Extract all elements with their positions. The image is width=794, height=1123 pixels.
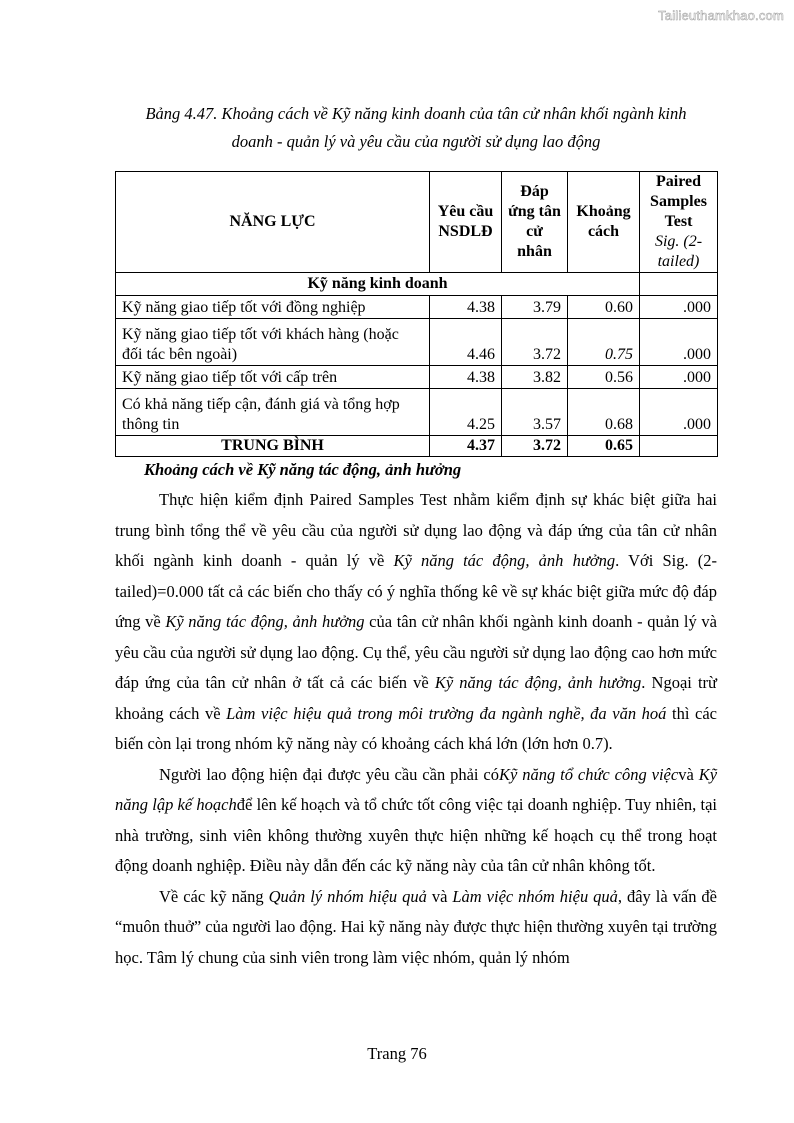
row-sig: .000 [640,296,718,319]
table-row [116,296,718,319]
row-req: 4.38 [430,296,502,319]
caption-line-2: doanh - quản lý và yêu cầu của người sử dụng lao động [231,132,601,151]
group-label: Kỹ năng kinh doanh [116,273,640,296]
paragraph-1: Thực hiện kiểm định Paired Samples Test nhằm kiểm định sự khác biệt giữa hai trung bình tổng thể về yêu cầu của người sử dụng lao động và đáp ứng của tân cử nhân khối ngành kinh doanh - quản lý về Kỹ năng tác động, ảnh hưởng. Với Sig. (2-tailed)=0.000 tất cả các biến cho thấy có ý nghĩa thống kê về sự khác biệt giữa mức độ đáp ứng về Kỹ năng tác động, ảnh hưởng của tân cử nhân khối ngành kinh doanh - quản lý và yêu cầu của người sử dụng lao động. Cụ thể, yêu cầu người sử dụng lao động cao hơn mức đáp ứng của tân cử nhân ở tất cả các biến về Kỹ năng tác động, ảnh hưởng. Ngoại trừ khoảng cách về Làm việc hiệu quả trong môi trường đa ngành nghề, đa văn hoá thì các biến còn lại trong nhóm kỹ năng này có khoảng cách khá lớn (lớn hơn 0.7). [115,490,717,753]
row-label: Kỹ năng giao tiếp tốt với đồng nghiệp [116,296,430,319]
header-nang-luc: NĂNG LỰC [116,172,430,273]
body-text [115,485,717,973]
page-number: Trang 76 [367,1044,427,1063]
row-sig: .000 [640,366,718,389]
row-sig: .000 [640,319,718,366]
total-sig [640,436,718,457]
header-paired-test [640,172,718,273]
row-gap: 0.60 [568,296,640,319]
row-resp: 3.82 [502,366,568,389]
header-dap-ung: Đáp ứng tân cử nhân [502,172,568,273]
table-row [116,319,718,366]
row-req: 4.38 [430,366,502,389]
table-header-row [116,172,718,273]
caption-line-1: Bảng 4.47. Khoảng cách về Kỹ năng kinh doanh của tân cử nhân khối ngành kinh [145,104,687,123]
paragraph-3: Về các kỹ năng Quản lý nhóm hiệu quả và Làm việc nhóm hiệu quả, đây là vấn đề “muôn thuở” của người lao động. Hai kỹ năng này được thực hiện thường xuyên tại trường học. Tâm lý chung của sinh viên trong làm việc nhóm, quản lý nhóm [115,886,718,967]
watermark: Tailieuthamkhao.com [658,8,784,23]
total-label: TRUNG BÌNH [116,436,430,457]
total-gap: 0.65 [568,436,640,457]
row-resp: 3.72 [502,319,568,366]
row-gap: 0.75 [568,319,640,366]
total-req: 4.37 [430,436,502,457]
row-req: 4.25 [430,389,502,436]
table-row [116,366,718,389]
total-resp: 3.72 [502,436,568,457]
table-group-row [116,273,718,296]
row-req: 4.46 [430,319,502,366]
group-empty-cell [640,273,718,296]
table-caption [110,100,722,156]
row-gap: 0.56 [568,366,640,389]
paragraph-2: Người lao động hiện đại được yêu cầu cần phải cóKỹ năng tổ chức công việcvà Kỹ năng lập kế hoạchđể lên kế hoạch và tổ chức tốt công việc tại doanh nghiệp. Tuy nhiên, tại nhà trường, sinh viên không thường xuyên thực hiện những kế hoạch cụ thể trong hoạt động doanh nghiệp. Điều này dẫn đến các kỹ năng này của tân cử nhân không tốt. [115,764,718,875]
row-label: Có khả năng tiếp cận, đánh giá và tổng hợp thông tin [116,389,430,436]
header-khoang-cach: Khoảng cách [568,172,640,273]
skills-gap-table [115,171,718,457]
row-label: Kỹ năng giao tiếp tốt với cấp trên [116,366,430,389]
row-resp: 3.57 [502,389,568,436]
section-heading: Khoảng cách về Kỹ năng tác động, ảnh hưởng [144,460,462,479]
row-resp: 3.79 [502,296,568,319]
header-paired-title: Paired Samples Test [650,173,707,230]
table-row [116,389,718,436]
row-sig: .000 [640,389,718,436]
header-sig: Sig. (2-tailed) [654,233,703,270]
table-total-row [116,436,718,457]
header-yeu-cau: Yêu cầu NSDLĐ [430,172,502,273]
row-gap: 0.68 [568,389,640,436]
row-label: Kỹ năng giao tiếp tốt với khách hàng (hoặc đối tác bên ngoài) [116,319,430,366]
